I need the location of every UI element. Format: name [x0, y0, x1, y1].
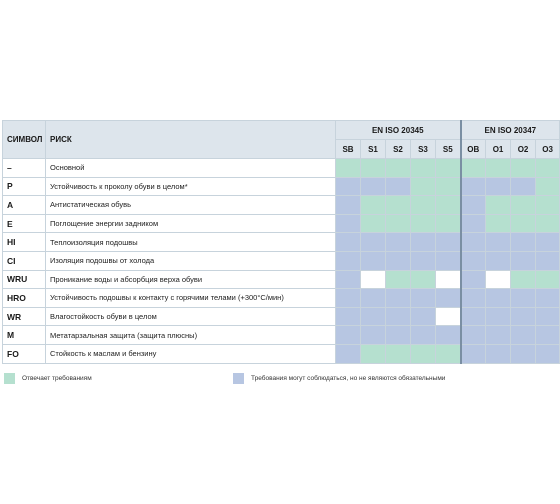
status-cell [386, 251, 411, 270]
status-cell [461, 344, 486, 363]
status-cell [361, 251, 386, 270]
status-cell [386, 307, 411, 326]
status-cell [461, 270, 486, 289]
status-cell [511, 307, 536, 326]
status-cell [461, 289, 486, 308]
status-cell [361, 233, 386, 252]
legend-label-optional: Требования могут соблюдаться, но не являются обязательными [251, 375, 446, 382]
table-row [3, 270, 560, 289]
status-cell [486, 251, 511, 270]
row-symbol: WRU [3, 270, 46, 289]
status-cell [486, 196, 511, 215]
col-header: S5 [436, 140, 461, 159]
status-cell [486, 159, 511, 178]
status-cell [411, 196, 436, 215]
status-cell [436, 233, 461, 252]
status-cell [536, 289, 560, 308]
status-cell [336, 270, 361, 289]
legend-swatch-meets [4, 373, 15, 384]
row-risk: Стойкость к маслам и бензину [46, 344, 336, 363]
row-symbol: HI [3, 233, 46, 252]
row-symbol: P [3, 177, 46, 196]
status-cell [386, 270, 411, 289]
status-cell [386, 344, 411, 363]
status-cell [461, 307, 486, 326]
status-cell [361, 289, 386, 308]
table-row [3, 326, 560, 345]
header-risk: РИСК [46, 121, 336, 159]
row-symbol: FO [3, 344, 46, 363]
table-row [3, 289, 560, 308]
status-cell [436, 251, 461, 270]
status-cell [411, 233, 436, 252]
status-cell [536, 177, 560, 196]
requirements-table [2, 120, 560, 364]
status-cell [511, 233, 536, 252]
table-row [3, 233, 560, 252]
row-symbol: HRO [3, 289, 46, 308]
status-cell [386, 177, 411, 196]
status-cell [336, 177, 361, 196]
header-standard-20347: EN ISO 20347 [461, 121, 560, 140]
status-cell [461, 196, 486, 215]
status-cell [511, 214, 536, 233]
legend-item-meets [4, 373, 92, 384]
status-cell [536, 344, 560, 363]
status-cell [336, 251, 361, 270]
status-cell [511, 196, 536, 215]
status-cell [511, 289, 536, 308]
status-cell [361, 344, 386, 363]
legend-label-meets: Отвечает требованиям [22, 375, 92, 382]
row-symbol: M [3, 326, 46, 345]
status-cell [411, 344, 436, 363]
col-header: S3 [411, 140, 436, 159]
row-symbol: CI [3, 251, 46, 270]
status-cell [411, 326, 436, 345]
row-risk: Поглощение энергии задником [46, 214, 336, 233]
status-cell [386, 326, 411, 345]
status-cell [361, 159, 386, 178]
row-symbol: WR [3, 307, 46, 326]
table-row [3, 214, 560, 233]
status-cell [486, 289, 511, 308]
status-cell [411, 214, 436, 233]
status-cell [436, 177, 461, 196]
status-cell [411, 307, 436, 326]
status-cell [436, 196, 461, 215]
status-cell [461, 251, 486, 270]
status-cell [336, 289, 361, 308]
requirements-grid [2, 120, 560, 364]
status-cell [436, 344, 461, 363]
row-risk: Антистатическая обувь [46, 196, 336, 215]
status-cell [361, 214, 386, 233]
status-cell [536, 307, 560, 326]
status-cell [511, 270, 536, 289]
status-cell [361, 196, 386, 215]
header-row-standards [3, 121, 560, 140]
row-risk: Влагостойкость обуви в целом [46, 307, 336, 326]
status-cell [411, 159, 436, 178]
status-cell [386, 159, 411, 178]
col-header: S2 [386, 140, 411, 159]
status-cell [461, 177, 486, 196]
legend [0, 373, 560, 387]
status-cell [461, 326, 486, 345]
status-cell [361, 326, 386, 345]
status-cell [511, 251, 536, 270]
row-symbol: A [3, 196, 46, 215]
status-cell [486, 344, 511, 363]
status-cell [486, 233, 511, 252]
table-row [3, 159, 560, 178]
status-cell [361, 177, 386, 196]
status-cell [411, 270, 436, 289]
status-cell [536, 233, 560, 252]
col-header: OB [461, 140, 486, 159]
table-row [3, 307, 560, 326]
status-cell [436, 307, 461, 326]
status-cell [386, 196, 411, 215]
status-cell [361, 307, 386, 326]
status-cell [411, 177, 436, 196]
status-cell [436, 214, 461, 233]
row-risk: Проникание воды и абсорбция верха обуви [46, 270, 336, 289]
status-cell [486, 214, 511, 233]
status-cell [511, 326, 536, 345]
status-cell [486, 307, 511, 326]
status-cell [411, 251, 436, 270]
col-header: O2 [511, 140, 536, 159]
status-cell [461, 214, 486, 233]
status-cell [486, 177, 511, 196]
col-header: SB [336, 140, 361, 159]
legend-item-optional [233, 373, 445, 384]
status-cell [436, 289, 461, 308]
status-cell [336, 307, 361, 326]
row-risk: Устойчивость к проколу обуви в целом* [46, 177, 336, 196]
status-cell [536, 159, 560, 178]
status-cell [536, 196, 560, 215]
header-standard-20345: EN ISO 20345 [336, 121, 461, 140]
status-cell [386, 233, 411, 252]
row-risk: Основной [46, 159, 336, 178]
status-cell [436, 159, 461, 178]
status-cell [336, 214, 361, 233]
status-cell [336, 326, 361, 345]
status-cell [336, 344, 361, 363]
header-symbol: СИМВОЛ [3, 121, 46, 159]
status-cell [336, 159, 361, 178]
col-header: O1 [486, 140, 511, 159]
status-cell [536, 326, 560, 345]
status-cell [436, 270, 461, 289]
status-cell [486, 270, 511, 289]
row-risk: Метатарзальная защита (защита плюсны) [46, 326, 336, 345]
status-cell [386, 214, 411, 233]
status-cell [536, 251, 560, 270]
status-cell [511, 159, 536, 178]
legend-swatch-optional [233, 373, 244, 384]
row-symbol: E [3, 214, 46, 233]
table-row [3, 344, 560, 363]
status-cell [436, 326, 461, 345]
status-cell [536, 214, 560, 233]
status-cell [511, 177, 536, 196]
status-cell [411, 289, 436, 308]
row-symbol: – [3, 159, 46, 178]
row-risk: Устойчивость подошвы к контакту с горячими телами (+300°C/мин) [46, 289, 336, 308]
table-row [3, 251, 560, 270]
status-cell [461, 233, 486, 252]
col-header: S1 [361, 140, 386, 159]
status-cell [486, 326, 511, 345]
row-risk: Изоляция подошвы от холода [46, 251, 336, 270]
status-cell [361, 270, 386, 289]
status-cell [336, 233, 361, 252]
status-cell [461, 159, 486, 178]
table-row [3, 196, 560, 215]
status-cell [386, 289, 411, 308]
col-header: O3 [536, 140, 560, 159]
status-cell [336, 196, 361, 215]
status-cell [511, 344, 536, 363]
table-row [3, 177, 560, 196]
row-risk: Теплоизоляция подошвы [46, 233, 336, 252]
status-cell [536, 270, 560, 289]
